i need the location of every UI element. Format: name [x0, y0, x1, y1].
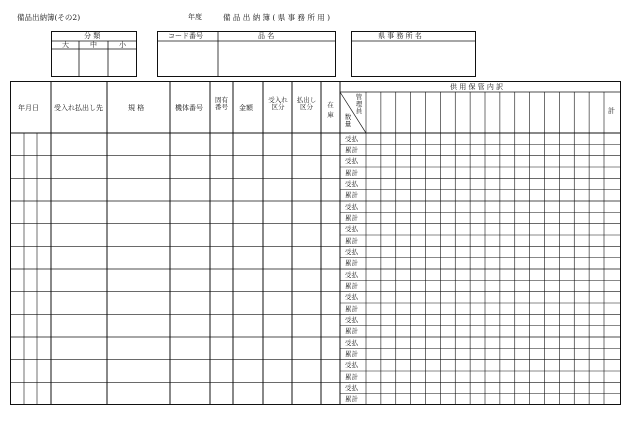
row-label: 受払 — [345, 293, 358, 302]
row-label: 受払 — [345, 179, 358, 188]
row-label: 受払 — [345, 315, 358, 324]
row-label: 受払 — [345, 270, 358, 279]
col-issue-cat-header — [292, 97, 321, 112]
col-spec-header: 規 格 — [128, 104, 145, 112]
row-label: 受払 — [345, 338, 358, 347]
classification-minor: 小 — [119, 41, 126, 49]
office-label: 県 事 務 所 名 — [378, 32, 422, 40]
row-label: 累計 — [345, 372, 358, 381]
row-label: 受払 — [345, 225, 358, 234]
col-receive-cat-header — [263, 97, 293, 112]
year-label: 年度 — [188, 13, 202, 21]
col-amount-header: 金額 — [239, 104, 253, 112]
classification-label: 分 類 — [84, 32, 101, 40]
quantity-label — [341, 114, 355, 128]
col-fixed-no-line1: 固有 — [215, 96, 228, 104]
row-label: 受払 — [345, 202, 358, 211]
quantity-label-2: 量 — [344, 119, 352, 128]
row-label: 累計 — [345, 259, 358, 268]
col-stock-line1: 在 — [327, 101, 334, 109]
row-label: 累計 — [345, 145, 358, 154]
col-party-header: 受入れ払出し先 — [54, 104, 103, 112]
code-label: コード番号 — [168, 32, 203, 40]
row-label: 累計 — [345, 327, 358, 336]
row-label: 受払 — [345, 157, 358, 166]
col-fixed-no-line2: 番号 — [215, 103, 228, 112]
row-label: 受払 — [345, 134, 358, 143]
col-fixed-no-header — [210, 97, 233, 112]
row-label: 累計 — [345, 349, 358, 358]
col-issue-cat-line1: 払出し — [296, 96, 317, 104]
row-label: 累計 — [345, 191, 358, 200]
row-label: 累計 — [345, 304, 358, 313]
ledger-title: 備 品 出 納 簿 ( 県 事 務 所 用 ) — [223, 13, 331, 22]
row-label: 累計 — [345, 395, 358, 404]
item-name-label: 品 名 — [258, 32, 275, 40]
col-receive-cat-line2: 区分 — [271, 103, 285, 112]
form-name: 備品出納簿(その2) — [17, 13, 81, 22]
manager-label-2: 理 — [355, 99, 363, 108]
row-label: 受払 — [345, 361, 358, 370]
row-label: 累計 — [345, 236, 358, 245]
quantity-label-1: 数 — [344, 113, 352, 121]
col-issue-cat-line2: 区分 — [300, 103, 313, 112]
row-label: 累計 — [345, 168, 358, 177]
total-header: 計 — [608, 107, 615, 115]
col-date-header: 年月日 — [18, 104, 39, 112]
col-serial-header: 機体番号 — [175, 104, 203, 112]
classification-middle: 中 — [90, 41, 97, 49]
classification-major: 大 — [62, 41, 69, 49]
row-label: 累計 — [345, 213, 358, 222]
manager-label-1: 管 — [355, 93, 363, 101]
col-stock-header — [321, 100, 340, 121]
col-receive-cat-line1: 受入れ — [268, 96, 288, 104]
row-label: 受払 — [345, 247, 358, 256]
manager-label — [352, 94, 366, 114]
lending-breakdown-header: 供 用 保 管 内 訳 — [450, 83, 504, 91]
col-stock-line2: 庫 — [327, 111, 334, 120]
row-label: 累計 — [345, 281, 358, 290]
manager-label-3: 員 — [355, 106, 363, 115]
row-label: 受払 — [345, 383, 358, 392]
